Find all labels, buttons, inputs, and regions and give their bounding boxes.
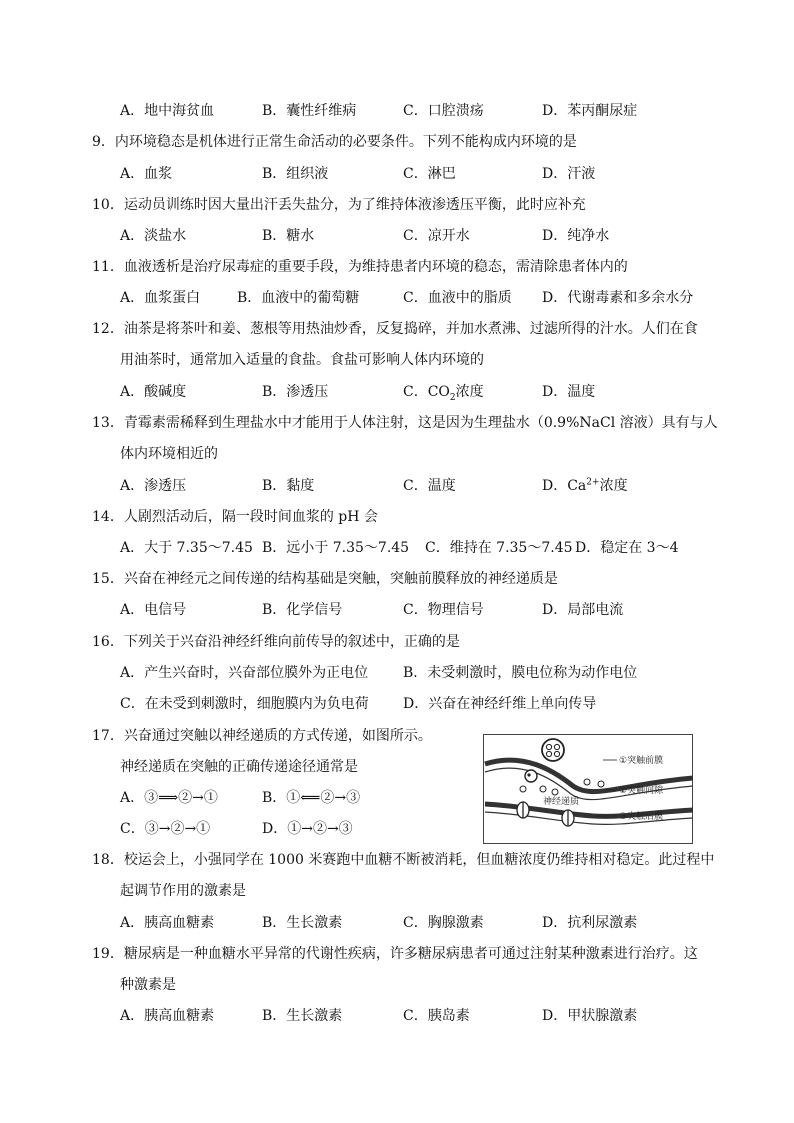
q8-option-b: B．囊性纤维病 [262,103,357,119]
q19-stem-line1: 19．糖尿病是一种血糖水平异常的代谢性疾病，许多糖尿病患者可通过注射某种激素进行治疗。这 [92,946,698,962]
q12-stem-line1: 12．油茶是将茶叶和姜、葱根等用热油炒香，反复捣碎，并加水煮沸、过滤所得的汁水。人们在食 [92,321,698,337]
q8-option-a: A．地中海贫血 [120,103,215,119]
q16-stem: 16．下列关于兴奋沿神经纤维向前传导的叙述中，正确的是 [92,634,460,650]
q19-option-a: A．胰高血糖素 [120,1008,215,1024]
q16-option-c: C．在未受到刺激时，细胞膜内为负电荷 [120,696,369,712]
q8-option-c: C．口腔溃疡 [403,103,484,119]
q10-option-a: A．淡盐水 [120,228,187,244]
q17-option-c: C．③→②→① [120,821,211,837]
q18-stem-line1: 18．校运会上，小强同学在 1000 米赛跑中血糖不断被消耗，但血糖浓度仍维持相对稳定。此过程中 [92,852,715,868]
q19-option-d: D．甲状腺激素 [542,1008,638,1024]
q8-option-d: D．苯丙酮尿症 [542,103,638,119]
q9-option-c: C．淋巴 [403,166,456,182]
q10-stem: 10．运动员训练时因大量出汗丢失盐分，为了维持体液渗透压平衡，此时应补充 [92,197,586,213]
q15-option-a: A．电信号 [120,602,187,618]
q17-option-b: B．①⟸②→③ [262,790,361,806]
q13-option-b: B．黏度 [262,478,315,494]
label-presynaptic: ①突触前膜 [619,756,664,766]
q14-option-d: D．稳定在 3～4 [575,540,679,556]
q14-option-b: B．远小于 7.35～7.45 [262,540,410,556]
q18-option-d: D．抗利尿激素 [542,915,638,931]
q18-option-c: C．胸腺激素 [403,915,484,931]
q9-option-b: B．组织液 [262,166,329,182]
label-postsynaptic: ③突触后膜 [619,812,664,822]
q9-option-d: D．汗液 [542,166,596,182]
q14-stem: 14．人剧烈活动后，隔一段时间血浆的 pH 会 [92,509,378,525]
q11-option-a: A．血浆蛋白 [120,290,201,306]
q12-option-a: A．酸碱度 [120,384,187,400]
q18-option-b: B．生长激素 [262,915,343,931]
q11-option-b: B．血液中的葡萄糖 [237,290,360,306]
q19-option-b: B．生长激素 [262,1008,343,1024]
q12-option-d: D．温度 [542,384,596,400]
q13-stem-line1: 13．青霉素需稀释到生理盐水中才能用于人体注射，这是因为生理盐水（0.9%NaCl 溶液）具有与人 [92,415,718,431]
q18-option-a: A．胰高血糖素 [120,915,215,931]
q11-option-c: C．血液中的脂质 [403,290,512,306]
q19-stem-line2: 种激素是 [120,977,176,993]
q10-option-b: B．糖水 [262,228,315,244]
synapse-diagram [483,734,693,844]
q17-stem-line1: 17．兴奋通过突触以神经递质的方式传递，如图所示。 [92,728,432,744]
q10-option-c: C．凉开水 [403,228,470,244]
q11-stem: 11．血液透析是治疗尿毒症的重要手段，为维持患者内环境的稳态，需清除患者体内的 [92,259,628,275]
q14-option-a: A．大于 7.35～7.45 [120,540,253,556]
q12-option-c: C．$CO_2$浓度 [403,384,484,403]
q18-stem-line2: 起调节作用的激素是 [120,883,246,899]
q16-option-d: D．兴奋在神经纤维上单向传导 [403,696,597,712]
q19-option-c: C．胰岛素 [403,1008,470,1024]
label-cleft: ②突触间隙 [619,786,664,796]
neurotransmitter-label: 神经递质 [543,797,580,807]
q12-option-b: B．渗透压 [262,384,329,400]
q13-stem-line2: 体内环境相近的 [120,446,218,462]
q15-option-d: D．局部电流 [542,602,624,618]
q9-option-a: A．血浆 [120,166,173,182]
q17-option-d: D．①→②→③ [262,821,353,837]
q13-option-d: D．$Ca^{2+}$浓度 [542,477,628,494]
q13-option-c: C．温度 [403,478,456,494]
q9-stem: 9．内环境稳态是机体进行正常生命活动的必要条件。下列不能构成内环境的是 [92,134,577,150]
q15-option-b: B．化学信号 [262,602,343,618]
q15-option-c: C．物理信号 [403,602,484,618]
q17-stem-line2: 神经递质在突触的正确传递途径通常是 [120,759,358,775]
q12-stem-line2: 用油茶时，通常加入适量的食盐。食盐可影响人体内环境的 [120,352,484,368]
q13-option-a: A．渗透压 [120,478,187,494]
q16-option-a: A．产生兴奋时，兴奋部位膜外为正电位 [120,665,369,681]
q10-option-d: D．纯净水 [542,228,610,244]
q11-option-d: D．代谢毒素和多余水分 [542,290,694,306]
q17-option-a: A．③⟹②→① [120,790,218,806]
q14-option-c: C．维持在 7.35～7.45 [425,540,573,556]
q16-option-b: B．未受刺激时，膜电位称为动作电位 [403,665,638,681]
q15-stem: 15．兴奋在神经元之间传递的结构基础是突触，突触前膜释放的神经递质是 [92,571,558,587]
